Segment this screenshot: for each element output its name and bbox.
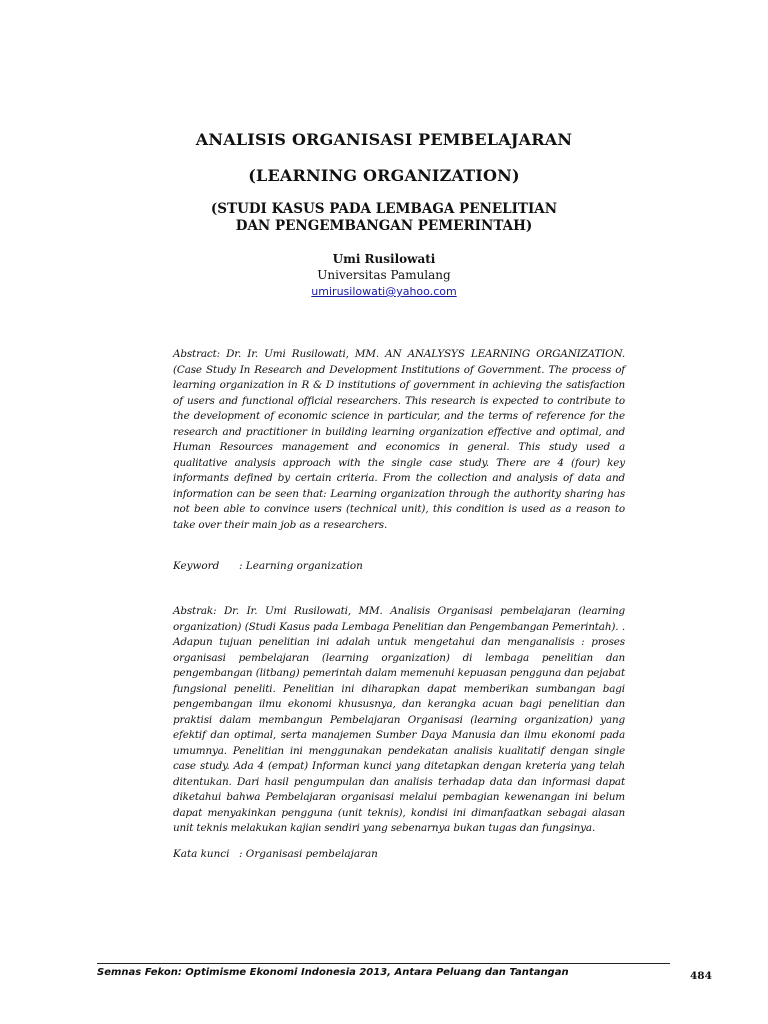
paper-subtitle-line2: DAN PENGEMBANGAN PEMERINTAH) — [235, 218, 533, 234]
paper-title-line1: ANALISIS ORGANISASI PEMBELAJARAN — [195, 130, 573, 149]
keywords-indonesian — [173, 848, 625, 860]
abstract-english: Abstract: Dr. Ir. Umi Rusilowati, MM. AN ANALYSYS LEARNING ORGANIZATION. (Case Study In Research and Development Institutions of Government. The process of learning organization in R & D institutions of government in achieving the satisfaction of users and functional official researchers. This research is expected to contribute to the development of economic science in particular, and the terms of reference for the research and practitioner in building learning organization effective and optimal, and Human Resources management and economics in general. This study used a qualitative analysis approach with the single case study. There are 4 (four) key informants defined by certain criteria. From the collection and analysis of data and information can be seen that: Learning organization through the authority sharing has not been able to convince users (technical unit), this condition is used as a reason to take over their main job as a researchers. — [173, 348, 625, 531]
abstract-indonesian: Abstrak: Dr. Ir. Umi Rusilowati, MM. Analisis Organisasi pembelajaran (learning organization) (Studi Kasus pada Lembaga Penelitian dan Pengembangan Pemerintah). . Adapun tujuan penelitian ini adalah untuk mengetahui dan menganalisis : proses organisasi pembelajaran (learning organization) di lembaga penelitian dan pengembangan (litbang) pemerintah dalam memenuhi kepuasan pengguna dan pejabat fungsional peneliti. Penelitian ini diharapkan dapat memberikan sumbangan bagi pengembangan ilmu ekonomi khususnya, dan kerangka acuan bagi penelitian dan praktisi dalam membangun Pembelajaran Organisasi (learning organization) yang efektif dan optimal, serta manajemen Sumber Daya Manusia dan ilmu ekonomi pada umumnya. Penelitian ini menggunakan pendekatan analisis kualitatif dengan single case study. Ada 4 (empat) Informan kunci yang ditetapkan dengan kreteria yang telah ditentukan. Dari hasil pengumpulan dan analisis terhadap data dan informasi dapat diketahui bahwa Pembelajaran organisasi melalui pembagian kewenangan ini belum dapat menyakinkan pengguna (unit teknis), kondisi ini dimanfaatkan sebagai alasan unit teknis melakukan kajian sendiri yang sebenarnya bukan tugas dan fungsinya. — [173, 605, 625, 834]
kata-kunci-value: : Organisasi pembelajaran — [239, 848, 378, 860]
page-number: 484 — [690, 970, 712, 982]
keywords-english — [173, 560, 625, 572]
paper-subtitle-line1: (STUDI KASUS PADA LEMBAGA PENELITIAN — [210, 201, 558, 217]
paper-title-line2: (LEARNING ORGANIZATION) — [248, 166, 520, 185]
footer-text: Semnas Fekon: Optimisme Ekonomi Indonesia 2013, Antara Peluang dan Tantangan — [97, 967, 569, 978]
keyword-value: : Learning organization — [239, 560, 363, 572]
kata-kunci-label: Kata kunci — [173, 848, 230, 860]
author-affiliation: Universitas Pamulang — [317, 268, 451, 282]
author-name: Umi Rusilowati — [332, 252, 436, 266]
footer-divider — [97, 963, 670, 964]
keyword-label: Keyword — [173, 560, 220, 572]
author-email-link[interactable]: umirusilowati@yahoo.com — [311, 285, 457, 298]
